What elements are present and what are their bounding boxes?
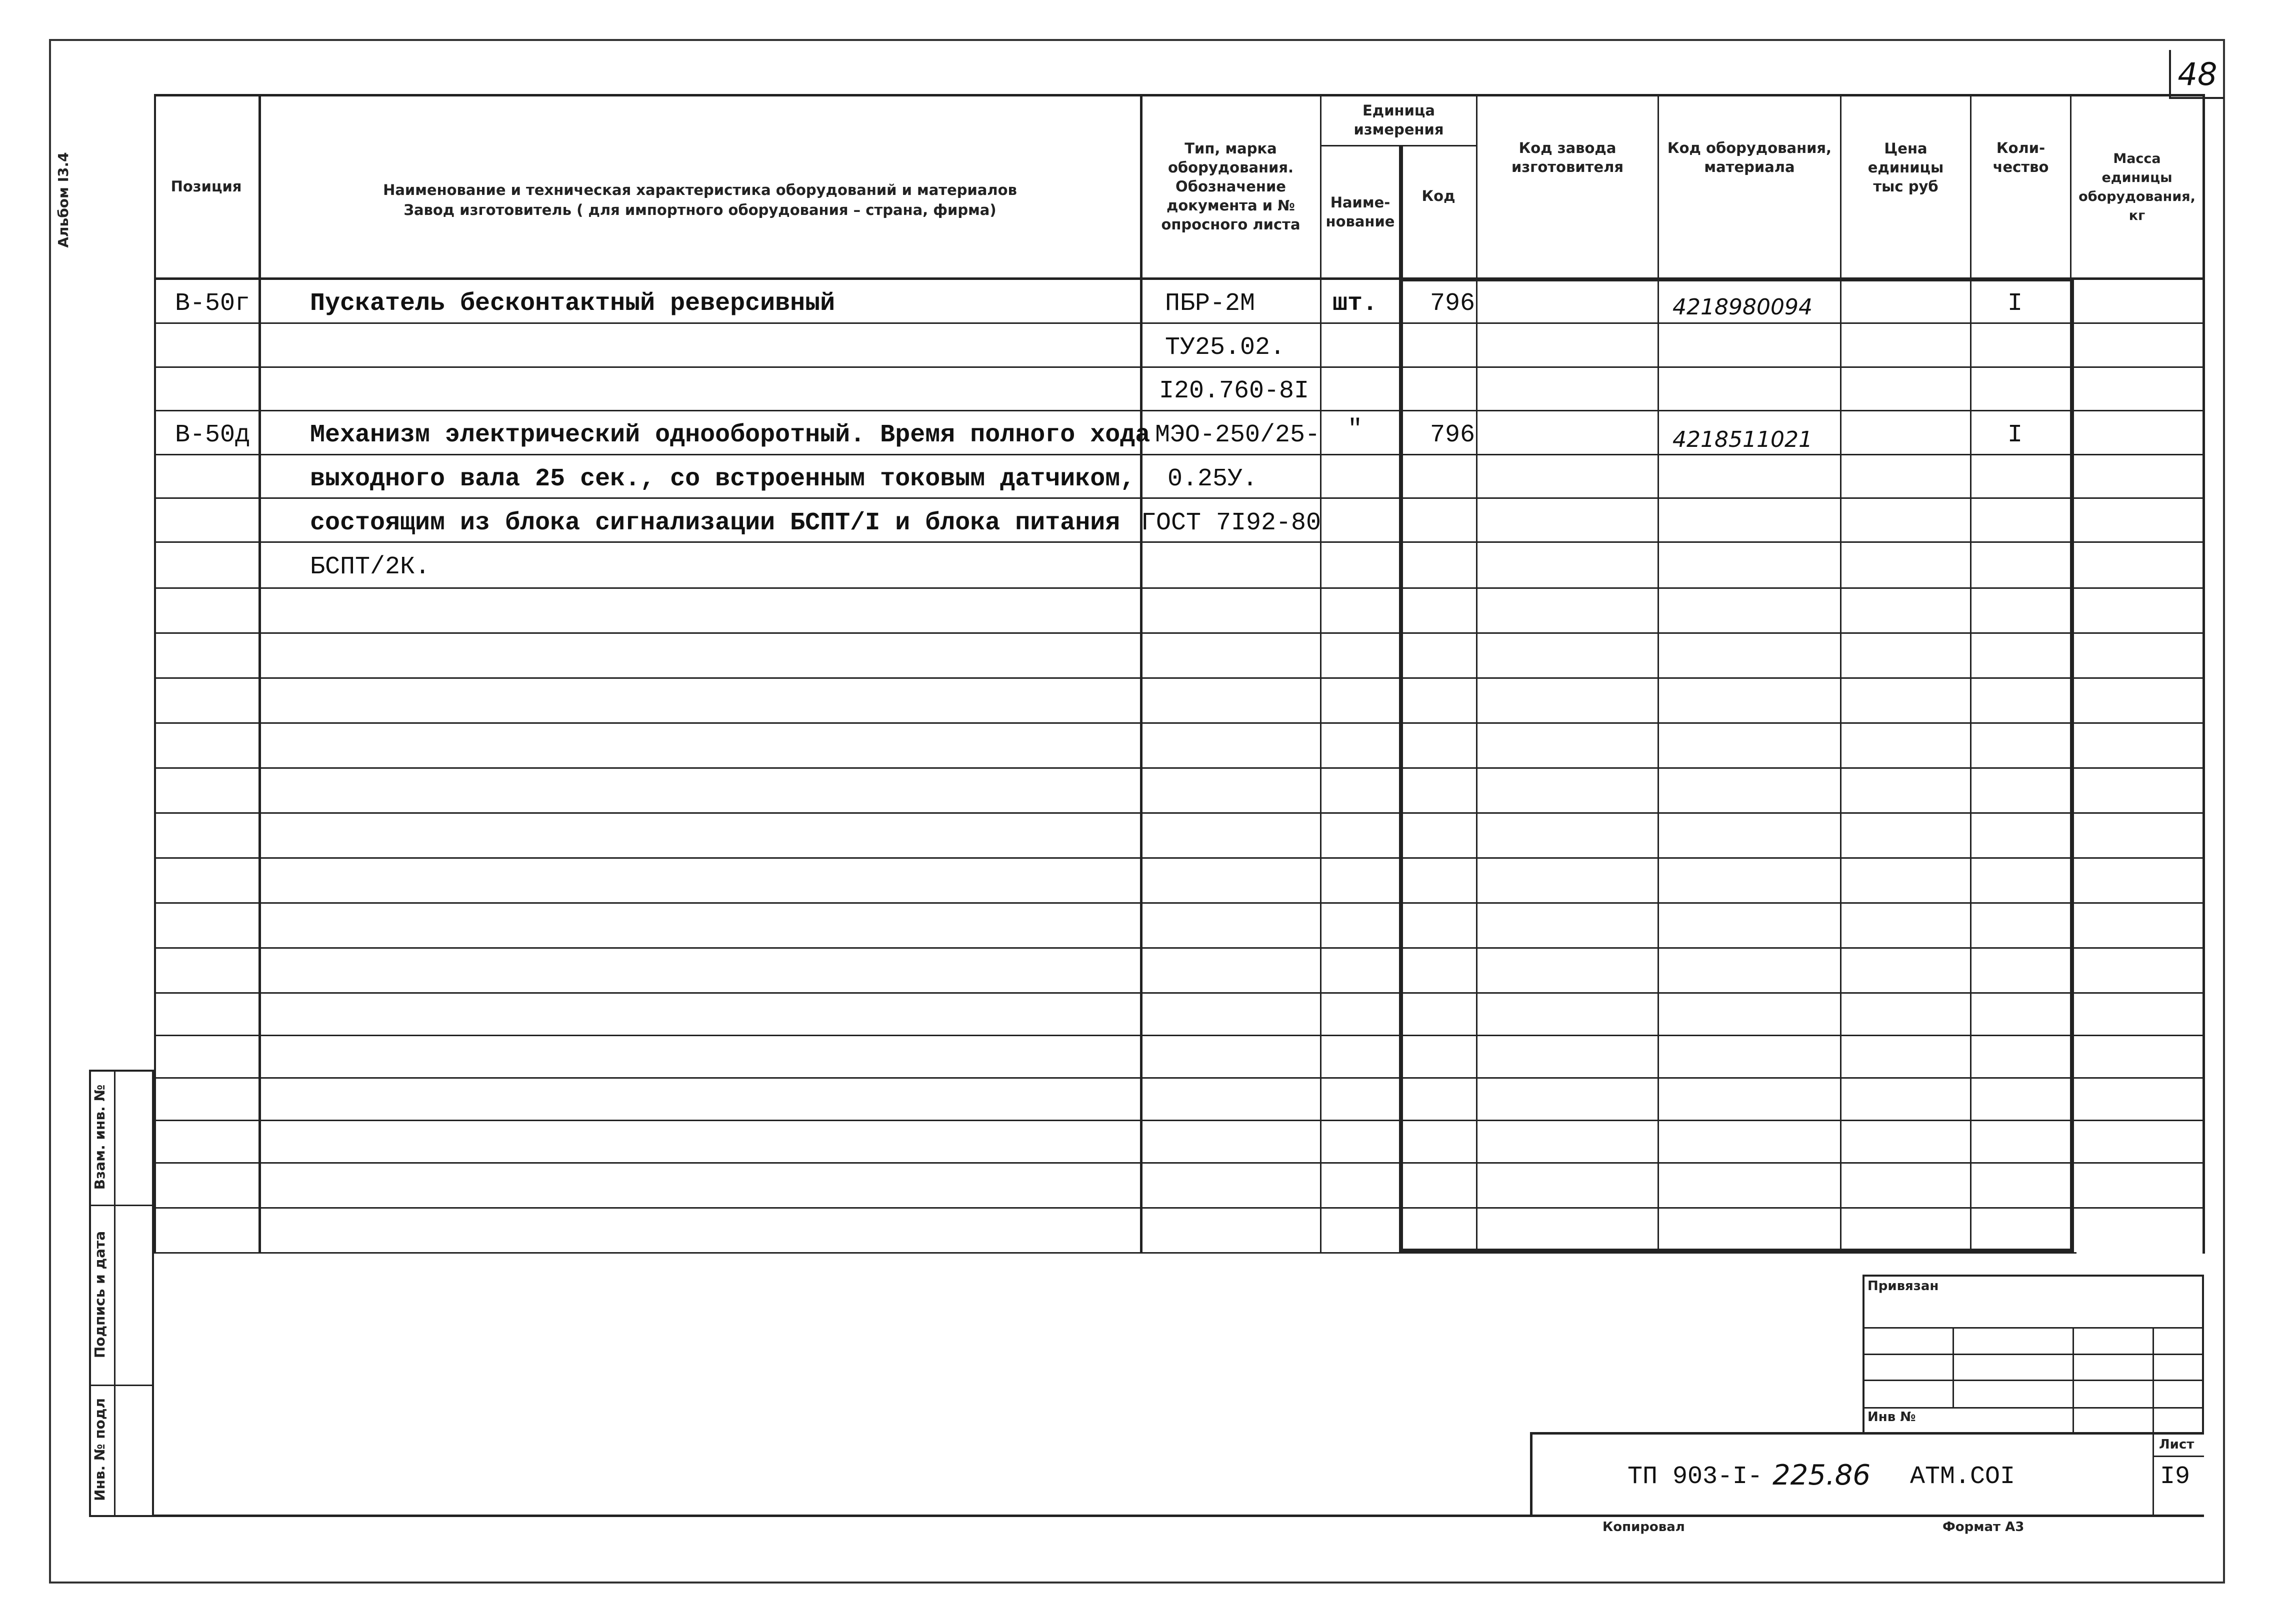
row4-code: 796 <box>1430 421 1476 449</box>
sheet-number: I9 <box>2160 1463 2190 1491</box>
row5-type: 0.25У. <box>1168 465 1258 493</box>
row5-name: выходного вала 25 сек., со встроенным токовым датчиком, <box>310 465 1136 493</box>
row7-name: БСПТ/2К. <box>310 553 430 581</box>
header-mass: Масса единицы оборудования, кг <box>2078 151 2196 223</box>
header-unit-group: Единица измерения <box>1354 102 1444 138</box>
page-number: 48 <box>2178 56 2218 92</box>
row1-equipment-code: 4218980094 <box>1672 294 1812 320</box>
stamp-signature-date: Подпись и дата <box>92 1231 108 1359</box>
stamp-exchange-inv: Взам. инв. № <box>92 1084 108 1190</box>
album-label: Альбом I3.4 <box>55 152 72 248</box>
row4-quantity: I <box>2008 421 2023 449</box>
row4-type: МЭО-250/25- <box>1155 421 1320 449</box>
row1-unit: шт. <box>1332 289 1378 318</box>
header-equipment-code: Код оборудования, материала <box>1667 139 1832 175</box>
header-position: Позиция <box>170 177 242 195</box>
header-name-line2: Завод изготовитель ( для импортного оборудования – страна, фирма) <box>404 201 996 218</box>
header-name-line1: Наименование и техническая характеристика оборудований и материалов <box>383 181 1017 198</box>
header-factory-code: Код завода изготовителя <box>1512 139 1624 175</box>
doc-code: АТМ.СОI <box>1910 1463 2016 1491</box>
row1-position: В-50г <box>175 289 250 318</box>
row4-name: Механизм электрический однооборотный. Время полного хода <box>310 421 1150 449</box>
row1-name: Пускатель бесконтактный реверсивный <box>310 289 836 318</box>
sheet-label: Лист <box>2159 1437 2194 1452</box>
row1-quantity: I <box>2008 289 2023 318</box>
binding-label: Привязан <box>1868 1279 1939 1294</box>
copied-label: Копировал <box>1602 1520 1685 1535</box>
row2-type: ТУ25.02. <box>1165 333 1286 362</box>
project-code-prefix: ТП 903-I- <box>1628 1463 1763 1491</box>
header-price: Цена единицы тыс руб <box>1868 140 1944 195</box>
row4-position: В-50д <box>175 421 250 449</box>
row1-code: 796 <box>1430 289 1476 318</box>
row4-unit: " <box>1348 415 1363 444</box>
row4-equipment-code: 4218511021 <box>1672 427 1812 452</box>
project-code-hand: 225.86 <box>1772 1459 1870 1492</box>
format-label: Формат А3 <box>1942 1520 2024 1535</box>
row6-name: состоящим из блока сигнализации БСПТ/I и блока питания <box>310 509 1120 537</box>
header-unit-name: Наиме- нование <box>1326 193 1395 230</box>
row6-type: ГОСТ 7I92-80 <box>1141 509 1322 537</box>
row3-type: I20.760-8I <box>1159 377 1310 405</box>
header-type: Тип, марка оборудования. Обозначение документа и № опросного листа <box>1161 139 1300 233</box>
header-quantity: Коли- чество <box>1992 139 2049 175</box>
header-unit-code: Код <box>1422 187 1456 204</box>
inv-no-label: Инв № <box>1868 1410 1916 1425</box>
row1-type: ПБР-2М <box>1165 289 1256 318</box>
stamp-inv-original: Инв. № подл <box>92 1398 108 1502</box>
